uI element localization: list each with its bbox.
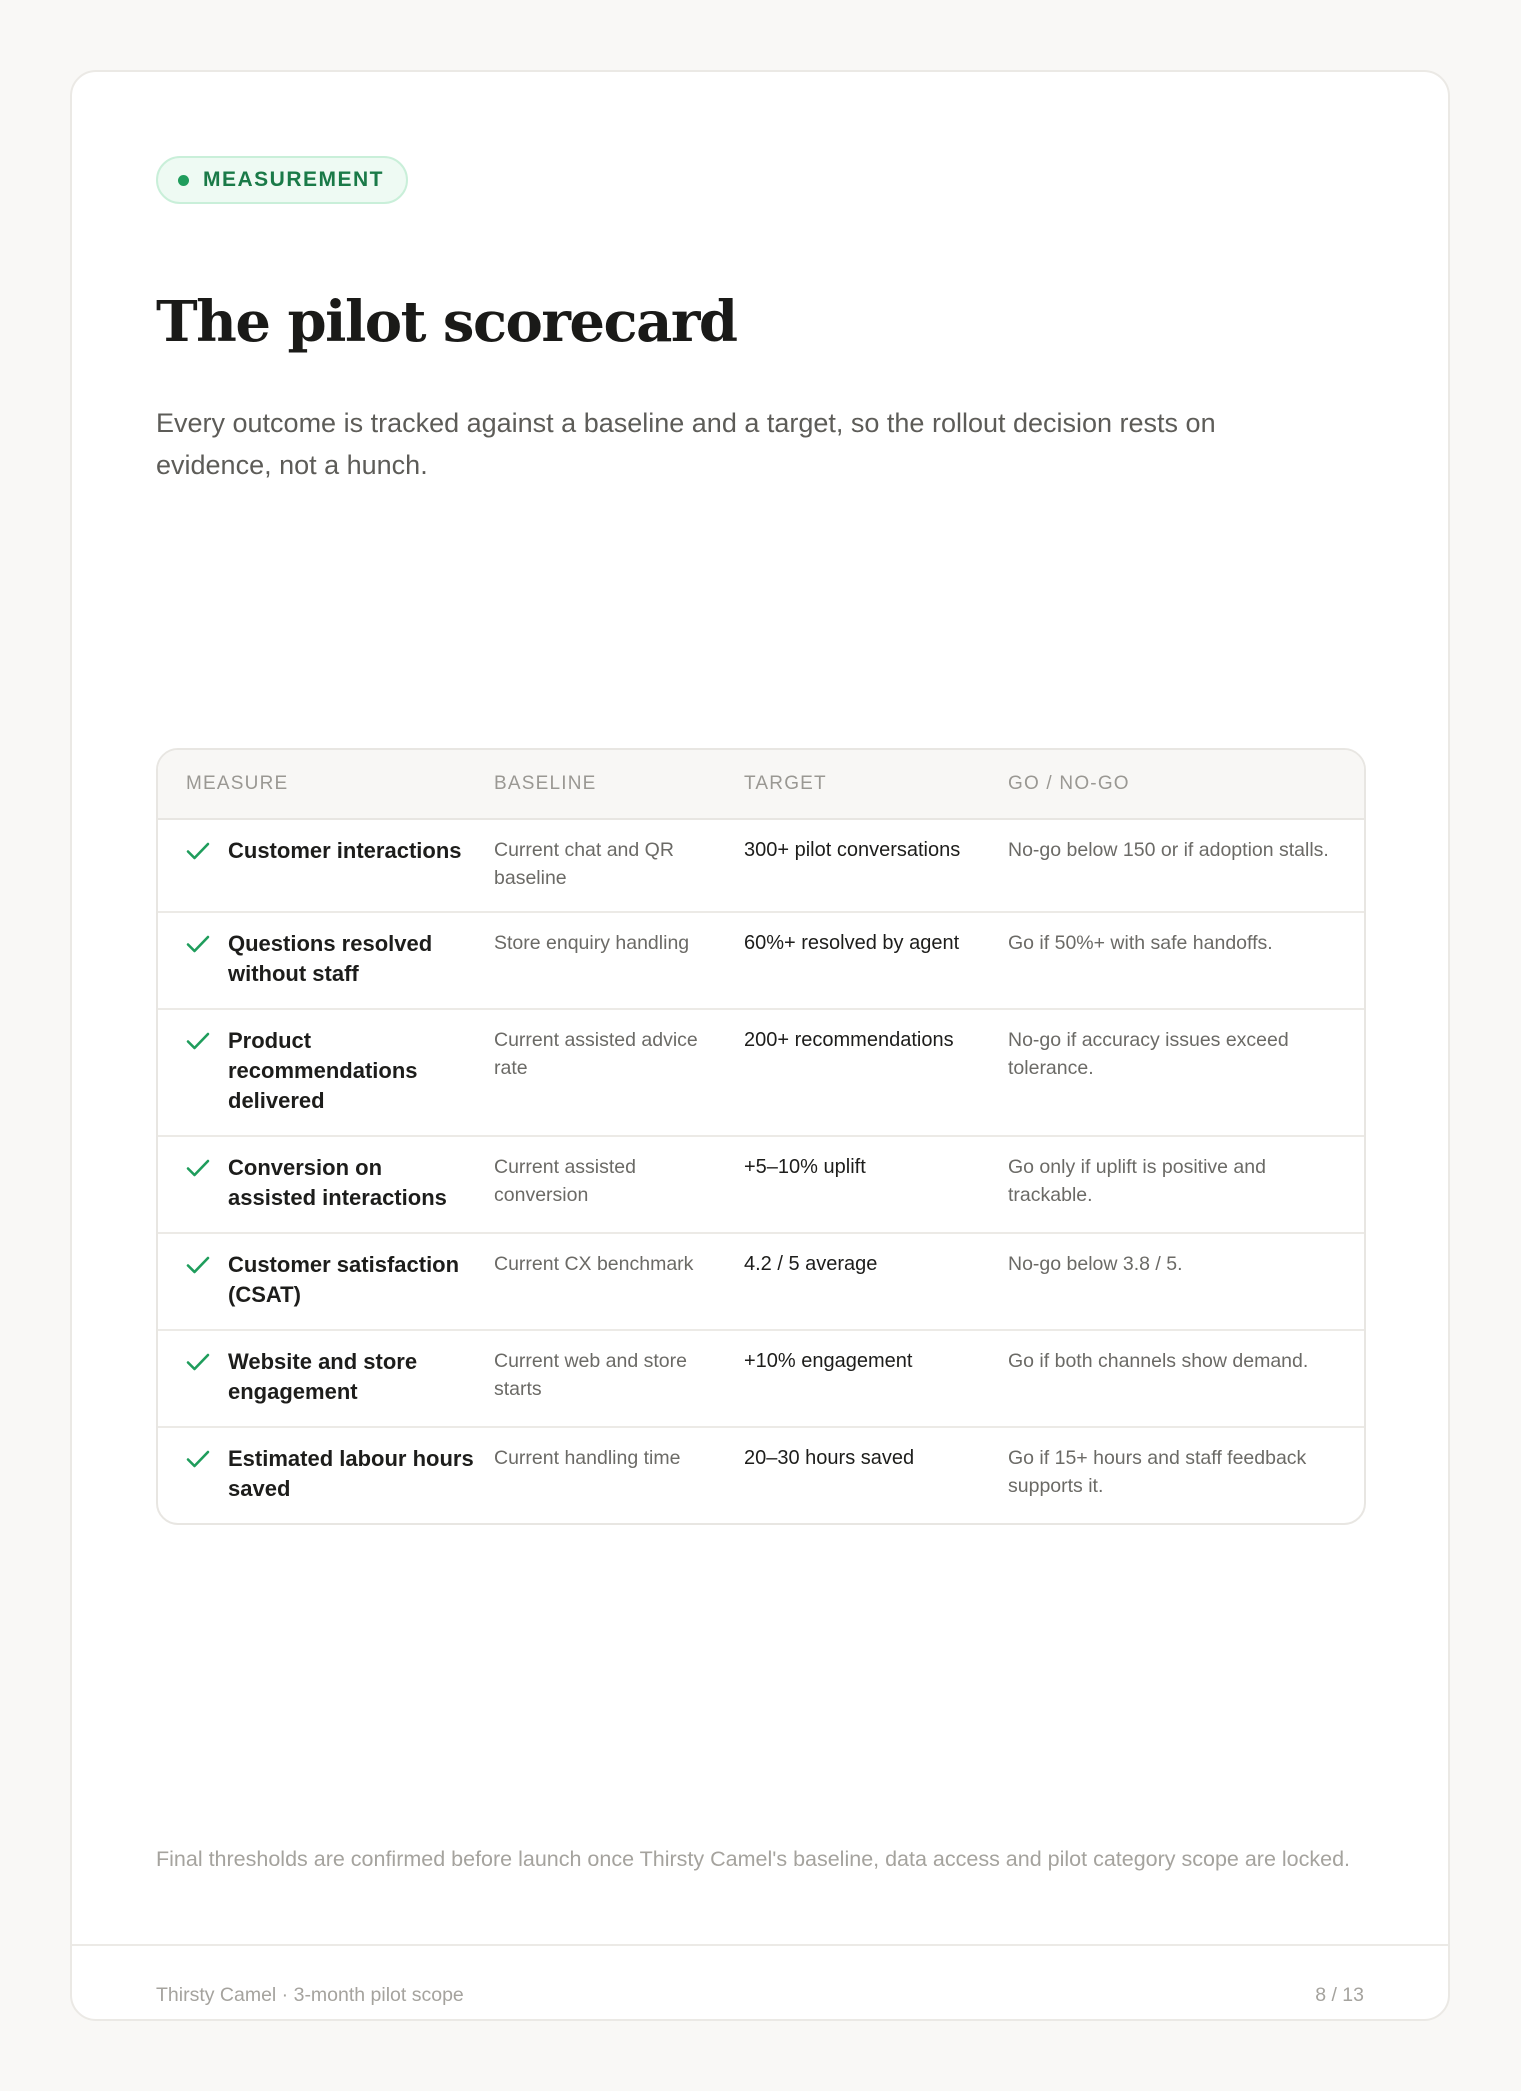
measure-label: Website and store engagement — [228, 1349, 418, 1404]
section-badge — [156, 156, 408, 204]
slide-card — [70, 70, 1450, 2021]
footer-divider — [72, 1944, 1448, 1946]
go-no-go-cell: Go if 50%+ with safe handoffs. — [1008, 932, 1273, 954]
baseline-cell: Current CX benchmark — [494, 1253, 694, 1275]
measure-cell — [186, 1153, 494, 1213]
measure-label: Product recommendations delivered — [228, 1028, 418, 1113]
table-row — [158, 1428, 1364, 1523]
check-icon — [186, 1250, 212, 1280]
measure-label: Customer interactions — [228, 838, 462, 863]
measure-label: Conversion on assisted interactions — [228, 1155, 447, 1210]
target-cell: +10% engagement — [744, 1350, 913, 1372]
measure-cell — [186, 1347, 494, 1407]
page-subtitle: Every outcome is tracked against a baseline and a target, so the rollout decision rests on evidence, not a hunch. — [156, 408, 1216, 480]
measure-cell — [186, 1026, 494, 1116]
baseline-cell: Current chat and QR baseline — [494, 839, 674, 889]
header-baseline: BASELINE — [494, 773, 597, 794]
go-no-go-cell: No-go if accuracy issues exceed tolerance. — [1008, 1029, 1289, 1079]
footer-title: Thirsty Camel · 3-month pilot scope — [156, 1984, 464, 2006]
check-icon — [186, 1444, 212, 1474]
table-row — [158, 913, 1364, 1010]
go-no-go-cell: Go if 15+ hours and staff feedback supports it. — [1008, 1447, 1307, 1497]
target-cell: 300+ pilot conversations — [744, 839, 961, 861]
target-cell: +5–10% uplift — [744, 1156, 866, 1178]
measure-cell — [186, 1250, 494, 1310]
baseline-cell: Store enquiry handling — [494, 932, 690, 954]
page-number: 8 / 13 — [1315, 1984, 1364, 2006]
go-no-go-cell: Go only if uplift is positive and trackable. — [1008, 1156, 1266, 1206]
check-icon — [186, 1026, 212, 1056]
measure-cell — [186, 836, 494, 866]
header-go-no-go: GO / NO-GO — [1008, 773, 1130, 794]
header-measure: MEASURE — [186, 773, 289, 794]
dot-icon — [178, 175, 189, 186]
check-icon — [186, 1153, 212, 1183]
check-icon — [186, 836, 212, 866]
page-title: The pilot scorecard — [156, 289, 737, 355]
target-cell: 4.2 / 5 average — [744, 1253, 878, 1275]
baseline-cell: Current assisted conversion — [494, 1156, 636, 1206]
measure-label: Customer satisfaction (CSAT) — [228, 1252, 460, 1307]
go-no-go-cell: Go if both channels show demand. — [1008, 1350, 1309, 1372]
baseline-cell: Current assisted advice rate — [494, 1029, 698, 1079]
measure-cell — [186, 1444, 494, 1504]
target-cell: 20–30 hours saved — [744, 1447, 915, 1469]
go-no-go-cell: No-go below 3.8 / 5. — [1008, 1253, 1183, 1275]
baseline-cell: Current web and store starts — [494, 1350, 687, 1400]
measure-cell — [186, 929, 494, 989]
scorecard-table — [156, 748, 1366, 1525]
table-body — [158, 820, 1364, 1523]
measure-label: Questions resolved without staff — [228, 931, 433, 986]
check-icon — [186, 1347, 212, 1377]
baseline-cell: Current handling time — [494, 1447, 681, 1469]
table-row — [158, 1137, 1364, 1234]
measure-label: Estimated labour hours saved — [228, 1446, 474, 1501]
table-row — [158, 820, 1364, 913]
check-icon — [186, 929, 212, 959]
table-header — [158, 750, 1364, 820]
section-badge-label: MEASUREMENT — [203, 168, 385, 191]
target-cell: 60%+ resolved by agent — [744, 932, 960, 954]
table-row — [158, 1331, 1364, 1428]
go-no-go-cell: No-go below 150 or if adoption stalls. — [1008, 839, 1329, 861]
target-cell: 200+ recommendations — [744, 1029, 954, 1051]
footnote: Final thresholds are confirmed before launch once Thirsty Camel's baseline, data access and pilot category scope are locked. — [156, 1847, 1351, 1871]
header-target: TARGET — [744, 773, 827, 794]
table-row — [158, 1010, 1364, 1137]
table-row — [158, 1234, 1364, 1331]
